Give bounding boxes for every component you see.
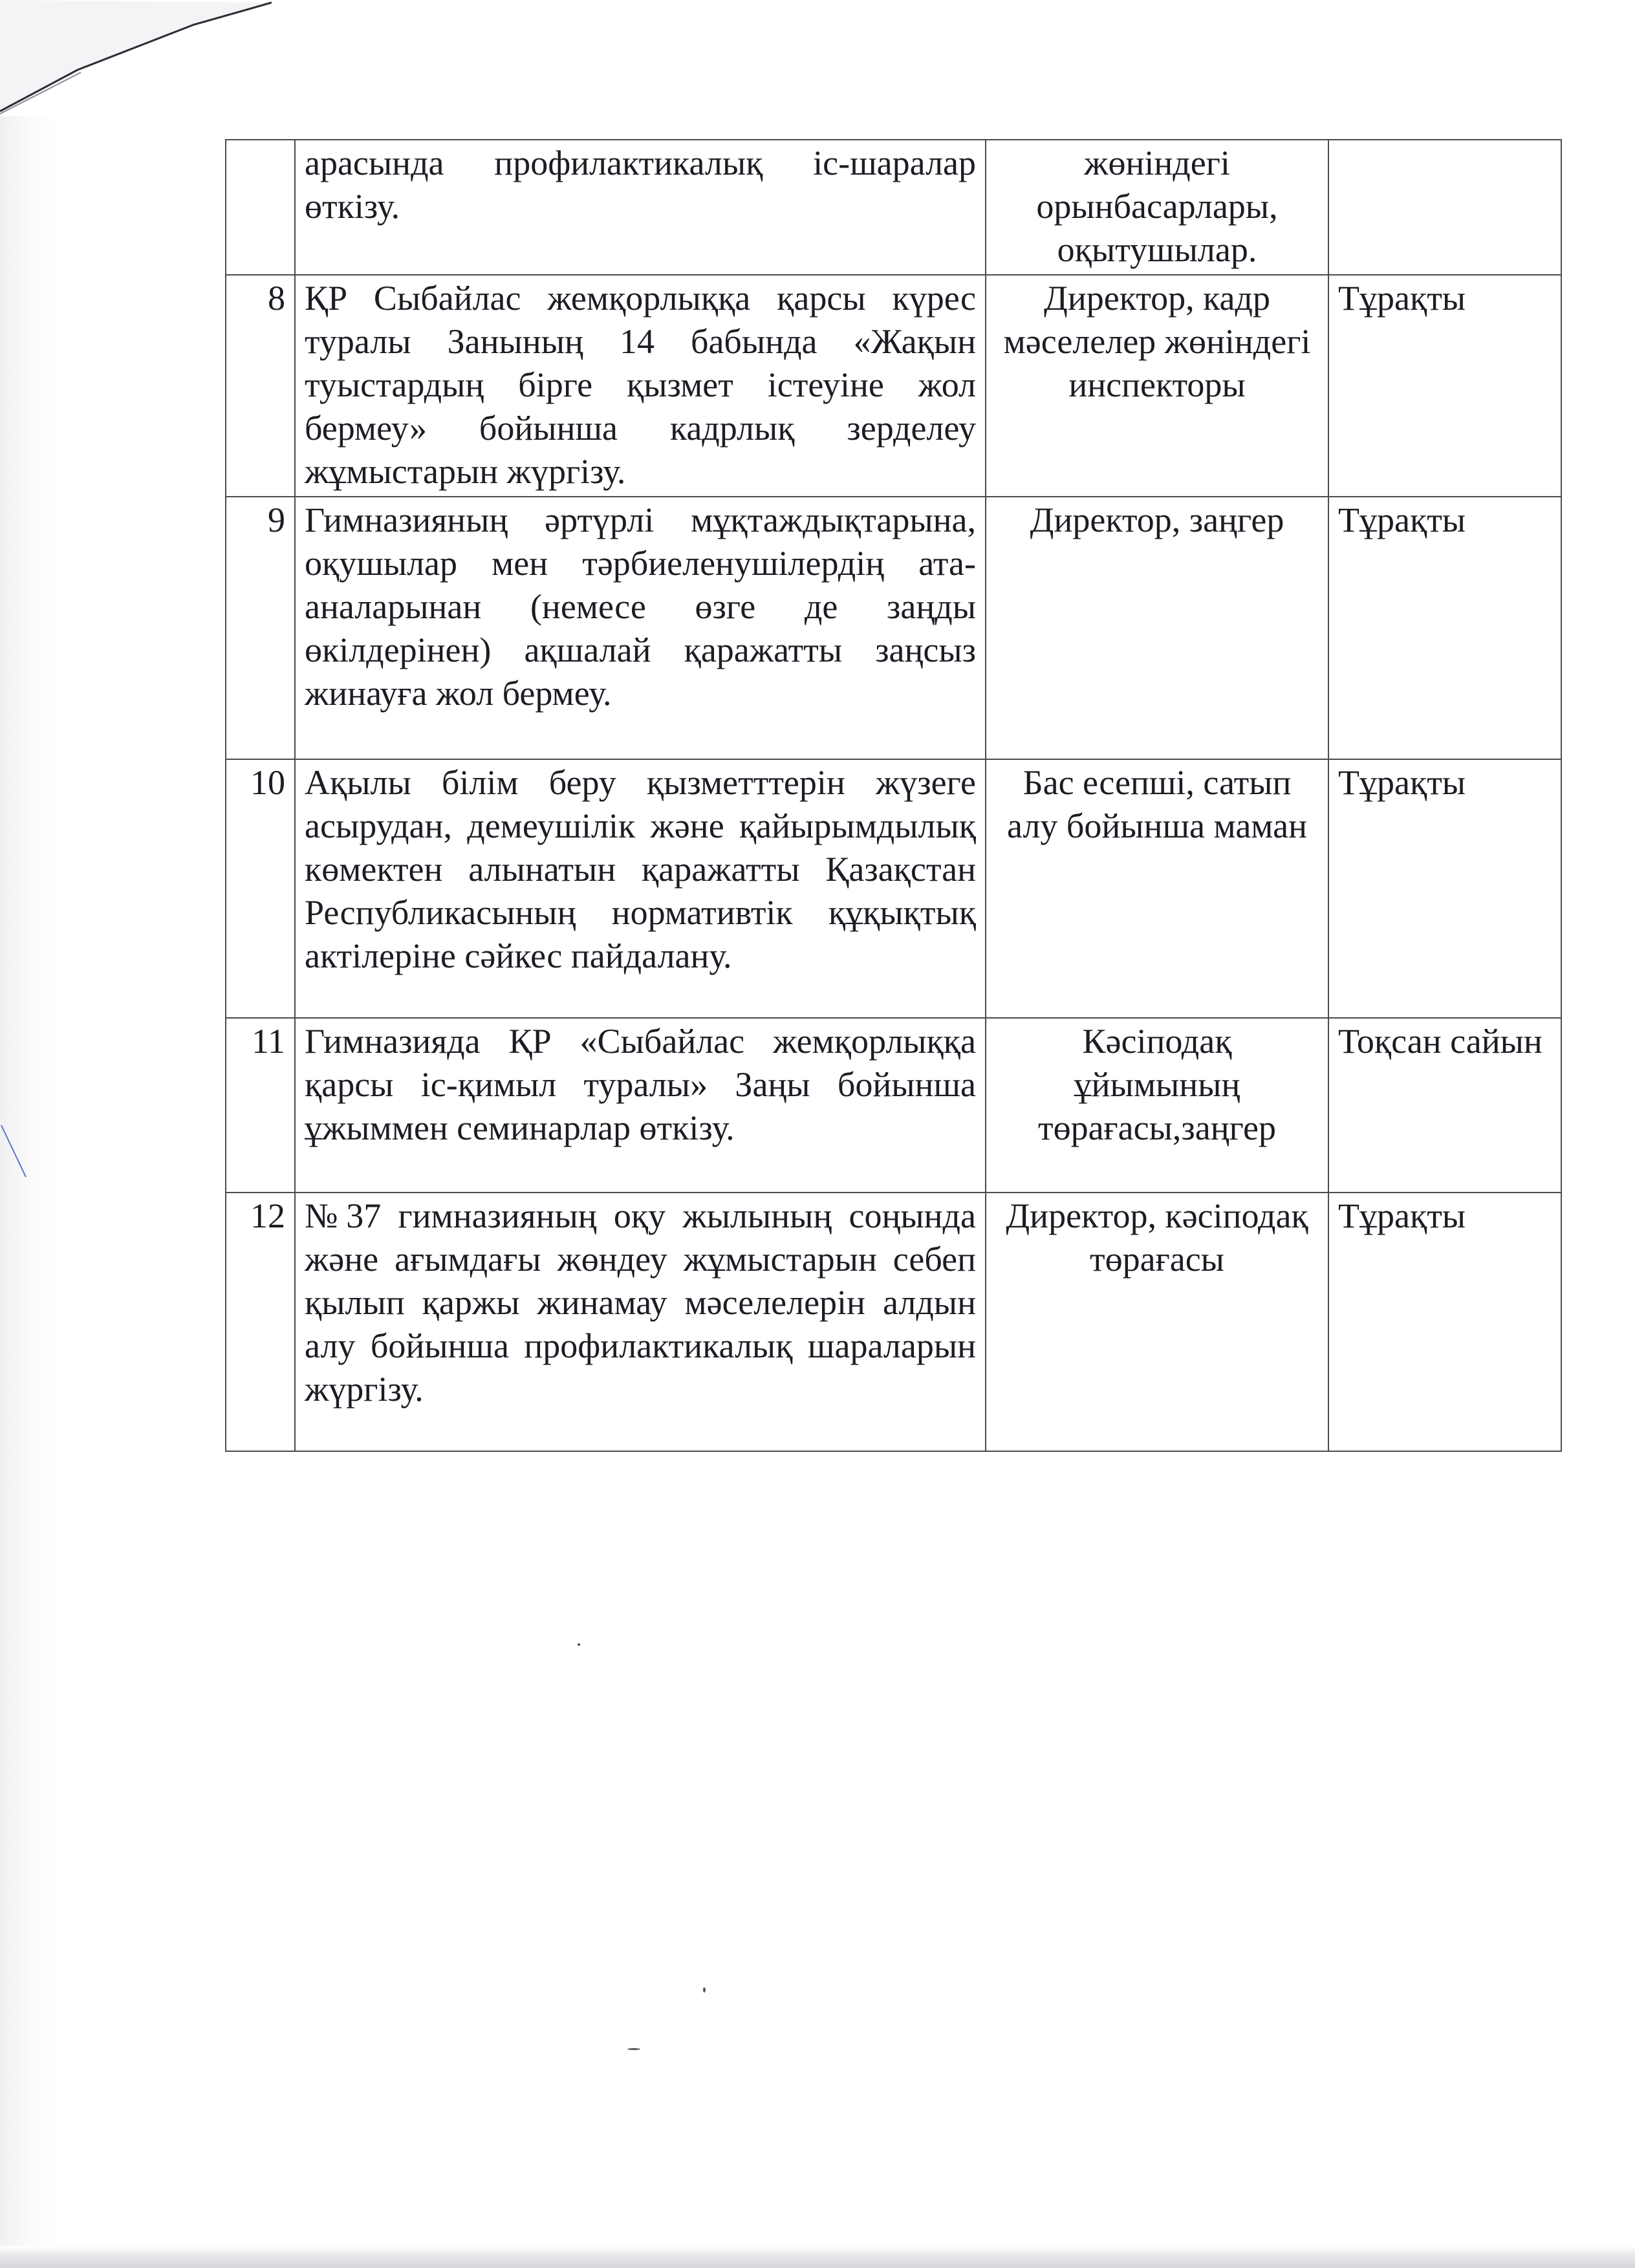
row-number: 12 [226, 1193, 295, 1451]
scan-speck [627, 2048, 640, 2050]
responsible-cell: Директор, заңгер [986, 497, 1328, 759]
scan-speck [703, 1987, 706, 1993]
term-cell: Тұрақты [1328, 759, 1561, 1018]
row-number: 10 [226, 759, 295, 1018]
responsible-cell: Бас есепші, сатып алу бойынша маман [986, 759, 1328, 1018]
row-number: 11 [226, 1018, 295, 1193]
action-cell: Гимназияның әртүрлі мұқтаждықтарына, оқушылар мен тәрбиеленушілердің ата-аналарынан (немесе өзге де заңды өкілдерінен) ақшалай қаражатты заңсыз жинауға жол бермеу. [295, 497, 986, 759]
table-row [226, 1193, 1561, 1451]
table-row [226, 275, 1561, 497]
action-cell: Гимназияда ҚР «Сыбайлас жемқорлыққа қарсы іс-қимыл туралы» Заңы бойынша ұжыммен семинарлар өткізу. [295, 1018, 986, 1193]
action-cell: Ақылы білім беру қызметттерін жүзеге асырудан, демеушілік және қайырымдылық көмектен алынатын қаражатты Қазақстан Республикасының нормативтік құқықтық актілеріне сәйкес пайдалану. [295, 759, 986, 1018]
row-number: 8 [226, 275, 295, 497]
scan-folded-corner [0, 0, 272, 142]
table-row [226, 1018, 1561, 1193]
responsible-cell: Директор, кадр мәселелер жөніндегі инспекторы [986, 275, 1328, 497]
term-cell: Тоқсан сайын [1328, 1018, 1561, 1193]
action-cell: №37 гимназияның оқу жылының соңында және ағымдағы жөндеу жұмыстарын себеп қылып қаржы жинамау мәселелерін алдын алу бойынша профилактикалық шараларын жүргізу. [295, 1193, 986, 1451]
term-cell: Тұрақты [1328, 1193, 1561, 1451]
term-cell [1328, 140, 1561, 275]
table-row [226, 759, 1561, 1018]
scan-bottom-edge [0, 2246, 1635, 2268]
table-row [226, 140, 1561, 275]
scan-stray-line [0, 1099, 39, 1203]
row-number: 9 [226, 497, 295, 759]
action-cell: арасында профилактикалық іс-шаралар өткізу. [295, 140, 986, 275]
table-row [226, 497, 1561, 759]
measures-table [225, 139, 1562, 1452]
action-cell: ҚР Сыбайлас жемқорлыққа қарсы күрес туралы Занының 14 бабында «Жақын туыстардың бірге қызмет істеуіне жол бермеу» бойынша кадрлық зерделеу жұмыстарын жүргізу. [295, 275, 986, 497]
term-cell: Тұрақты [1328, 275, 1561, 497]
scan-speck [578, 1643, 580, 1646]
responsible-cell: Директор, кәсіподақ төрағасы [986, 1193, 1328, 1451]
responsible-cell: Кәсіподақ ұйымының төрағасы,заңгер [986, 1018, 1328, 1193]
term-cell: Тұрақты [1328, 497, 1561, 759]
responsible-cell: жөніндегі орынбасарлары, оқытушылар. [986, 140, 1328, 275]
row-number [226, 140, 295, 275]
